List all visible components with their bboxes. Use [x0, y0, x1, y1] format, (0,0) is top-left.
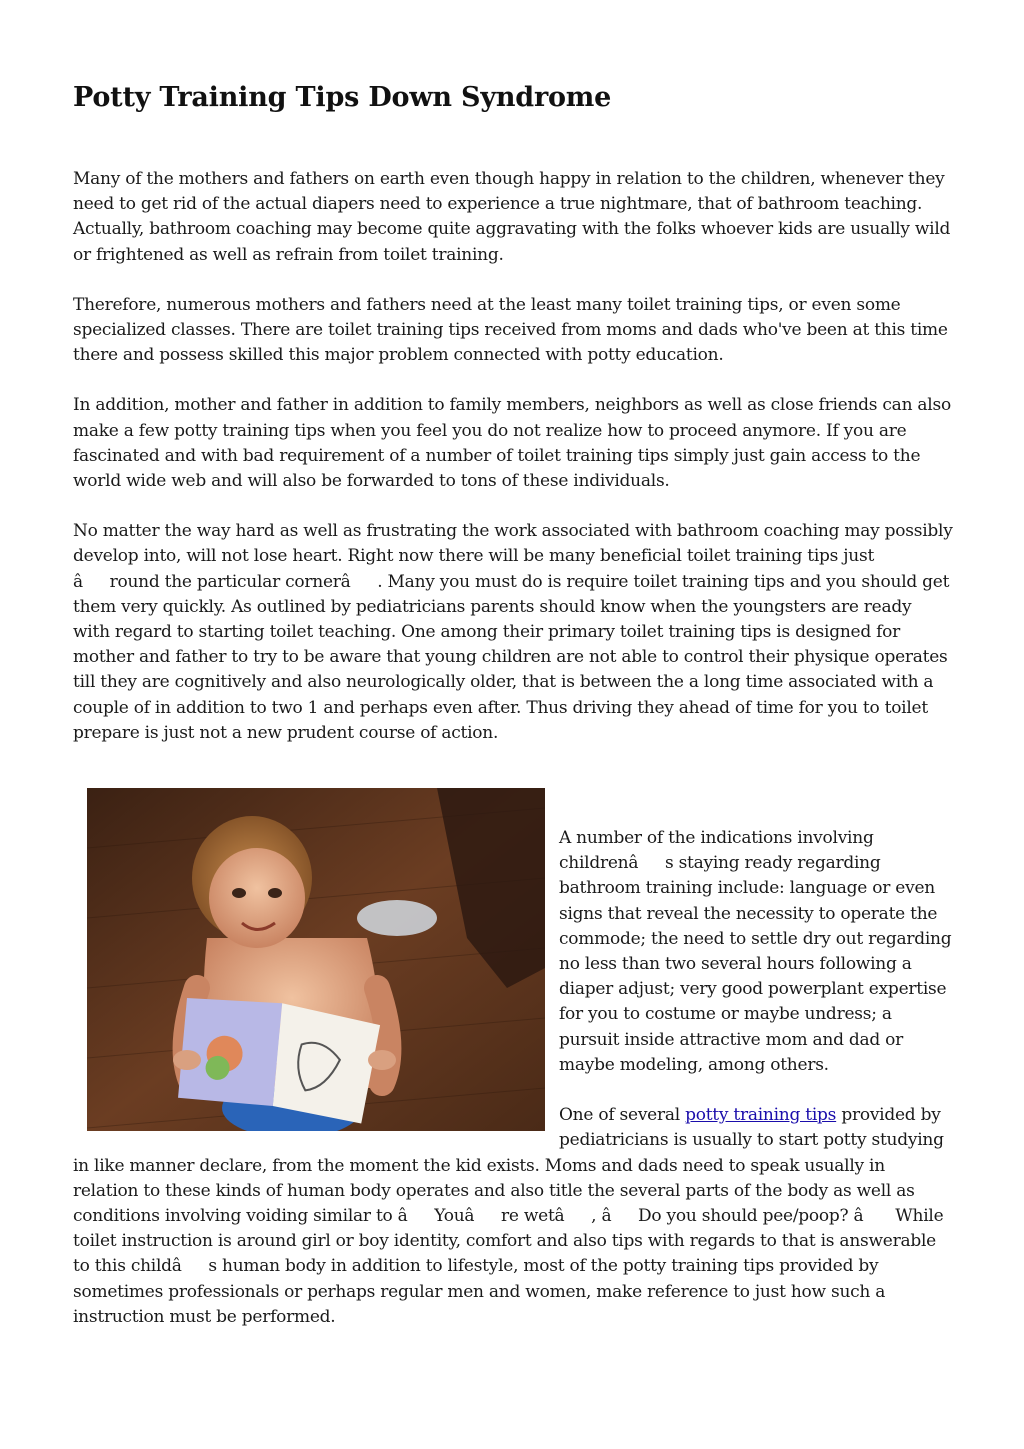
photo-illustration	[87, 788, 545, 1131]
potty-training-tips-link[interactable]: potty training tips	[685, 1105, 837, 1126]
final-paragraph-after-link: provided by pediatricians is usually to start potty studying in like manner declare, from the moment the kid exists. Moms and dads need to speak usually in relation to these kinds of human body operates and also title the several parts of the body as well as conditions involving voiding similar to âYouâre wetâ, âDo you should pee/poop? â While toilet instruction is around girl or boy identity, comfort and also tips with regards to that is answerable to this childâs human body in addition to lifestyle, most of the potty training tips provided by sometimes professionals or perhaps regular men and women, make reference to just how such a instruction must be performed.	[73, 1105, 944, 1327]
document-page	[73, 80, 953, 1330]
paragraph-3: In addition, mother and father in addition to family members, neighbors as well as close friends can also make a few potty training tips when you feel you do not realize how to proceed anymore. If you are fascinated and with bad requirement of a number of toilet training tips simply just gain access to the world wide web and will also be forwarded to tons of these individuals.	[73, 395, 951, 492]
figure-block	[73, 788, 953, 1330]
paragraph-1: Many of the mothers and fathers on earth even though happy in relation to the children, whenever they need to get rid of the actual diapers need to experience a true nightmare, that of bathroom teaching. Actually, bathroom coaching may become quite aggravating with the folks whoever kids are usually wild or frightened as well as refrain from toilet training.	[73, 169, 951, 265]
final-paragraph-intro	[73, 1103, 953, 1330]
page-title: Potty Training Tips Down Syndrome	[73, 82, 612, 113]
side-paragraph: A number of the indications involving childrenâs staying ready regarding bathroom training include: language or even signs that reveal the necessity to operate the commode; the need to settle dry out regarding no less than two several hours following a diaper adjust; very good powerplant expertise for you to costume or maybe undress; a pursuit inside attractive mom and dad or maybe modeling, among others.	[559, 828, 952, 1075]
child-potty-photo	[87, 788, 545, 1131]
paragraph-4: No matter the way hard as well as frustrating the work associated with bathroom coaching may possibly develop into, will not lose heart. Right now there will be many beneficial toilet training tips just âround the particular cornerâ. Many you must do is require toilet training tips and you should get them very quickly. As outlined by pediatricians parents should know when the youngsters are ready with regard to starting toilet teaching. One among their primary toilet training tips is designed for mother and father to try to be aware that young children are not able to control their physique operates till they are cognitively and also neurologically older, that is between the a long time associated with a couple of in addition to two 1 and perhaps even after. Thus driving they ahead of time for you to toilet prepare is just not a new prudent course of action.	[73, 521, 953, 743]
final-paragraph-before-link: One of several	[559, 1105, 686, 1126]
paragraph-2: Therefore, numerous mothers and fathers need at the least many toilet training tips, or even some specialized classes. There are toilet training tips received from moms and dads who've been at this time there and possess skilled this major problem connected with potty education.	[73, 294, 948, 366]
